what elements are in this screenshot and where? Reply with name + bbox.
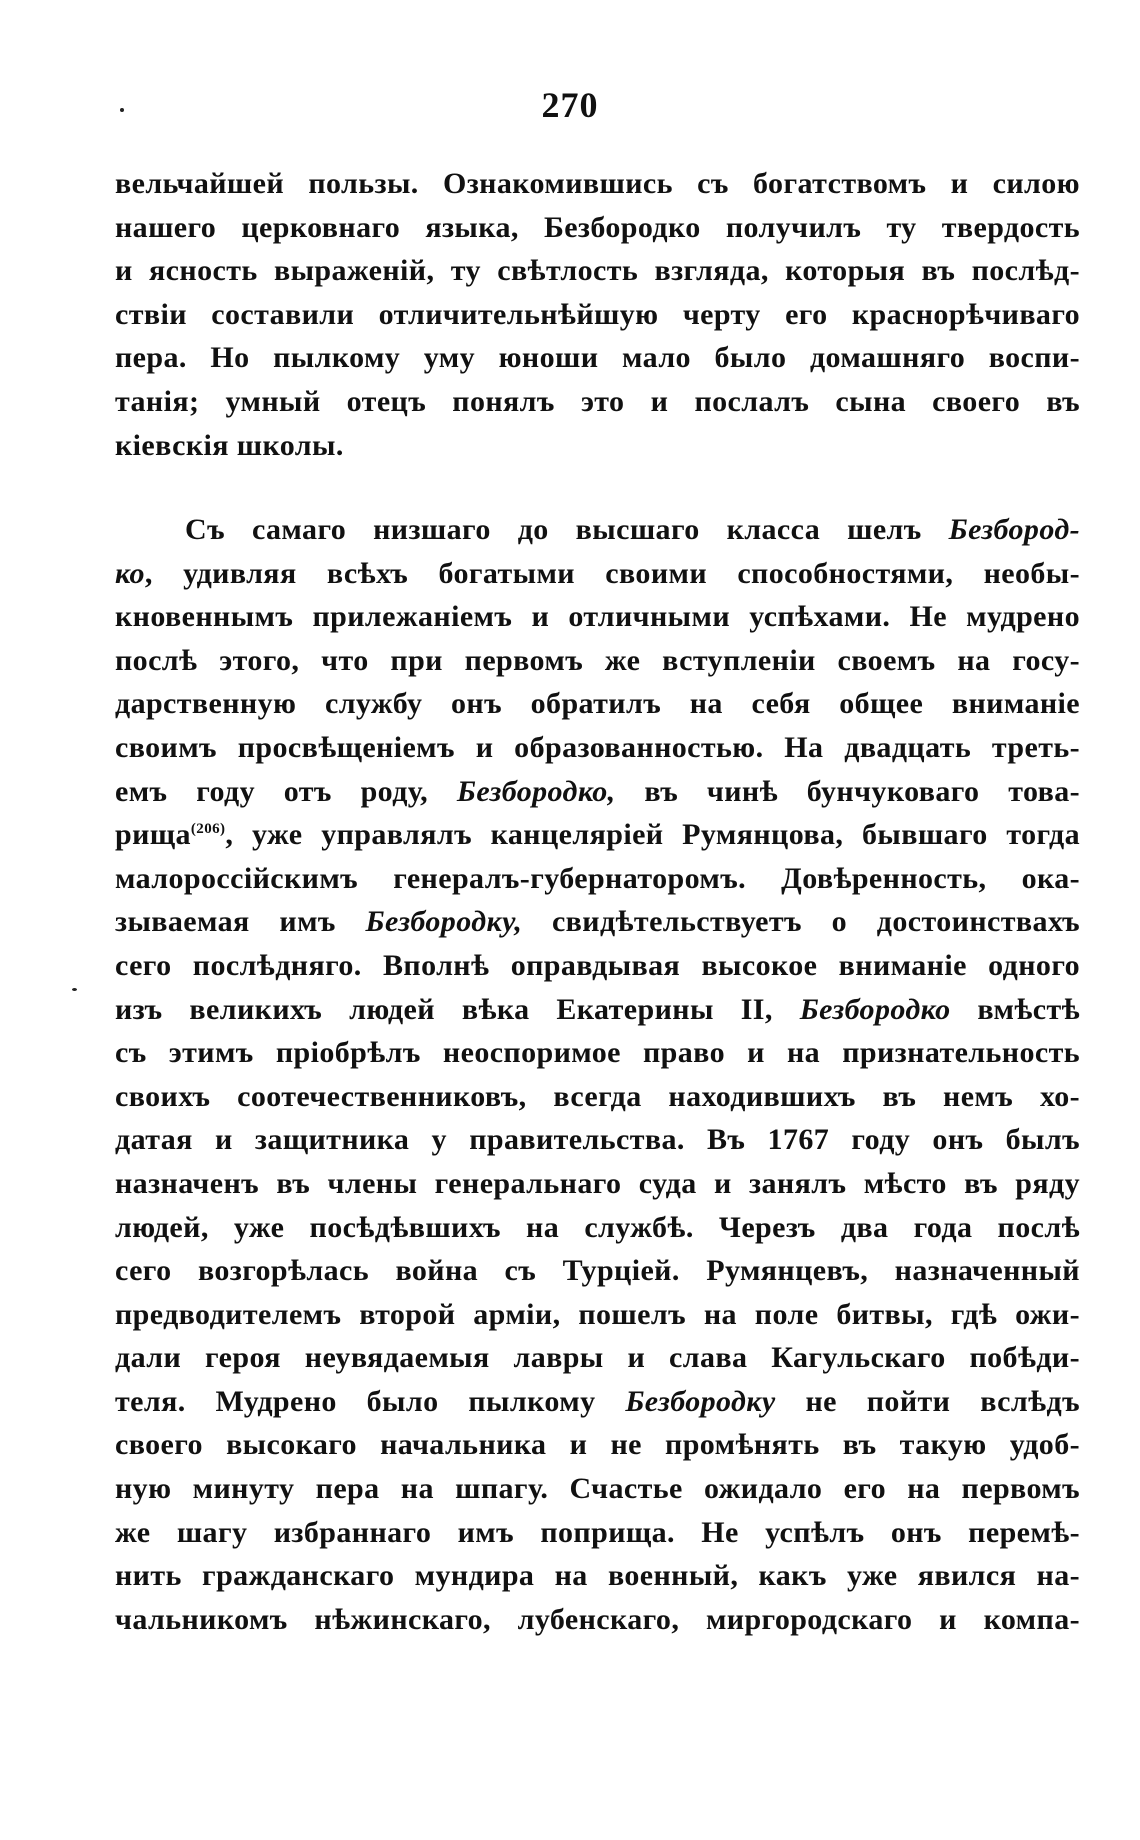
text-line: же шагу избраннаго имъ поприща. Не успѣлъ онъ перемѣ-: [115, 1515, 1080, 1549]
italic-name: Безбородку,: [365, 905, 523, 939]
text-line: ствіи составили отличительнѣйшую черту его краснорѣчиваго: [115, 297, 1080, 331]
text-line: своего высокаго начальника и не промѣнять въ такую удоб-: [115, 1428, 1080, 1462]
text-line: [115, 988, 1080, 1032]
text-line: и ясность выраженій, ту свѣтлость взгляда, которыя въ послѣд-: [115, 254, 1080, 288]
footnote-marker[interactable]: (206): [190, 821, 226, 838]
italic-name: Безбород-: [948, 513, 1080, 546]
text-line: [115, 552, 1080, 596]
text-run: свидѣтельствуетъ о достоинствахъ: [522, 905, 1080, 939]
print-speck: [72, 988, 77, 991]
text-line: своихъ соотечественниковъ, всегда находившихъ въ немъ хо-: [115, 1079, 1080, 1113]
text-line: чальникомъ нѣжинскаго, лубенскаго, миргородскаго и компа-: [115, 1602, 1080, 1636]
italic-name: Безбородко,: [456, 774, 616, 808]
paragraph-2: [115, 508, 1080, 1641]
text-run: теля. Мудрено было пылкому: [115, 1384, 626, 1418]
text-line: [115, 900, 1080, 944]
text-line: пера. Но пылкому уму юноши мало было домашняго воспи-: [115, 341, 1080, 375]
text-run: зываемая имъ: [115, 905, 366, 939]
text-line: своимъ просвѣщеніемъ и образованностью. На двадцать треть-: [115, 730, 1080, 764]
text-run: изъ великихъ людей вѣка Екатерины II,: [115, 992, 800, 1026]
text-run: не пойти вслѣдъ: [775, 1384, 1080, 1418]
text-line: людей, уже посѣдѣвшихъ на службѣ. Черезъ два года послѣ: [115, 1210, 1080, 1244]
text-line: [115, 508, 1080, 552]
text-line: [115, 1380, 1080, 1424]
text-line: кновеннымъ прилежаніемъ и отличными успѣхами. Не мудрено: [115, 600, 1080, 634]
text-line: нить гражданскаго мундира на военный, какъ уже явился на-: [115, 1559, 1080, 1593]
text-line: кіевскія школы.: [115, 428, 344, 462]
text-line: ную минуту пера на шпагу. Счастье ожидало его на первомъ: [115, 1472, 1080, 1506]
italic-name: Безбородку: [625, 1384, 776, 1418]
text-line: нашего церковнаго языка, Безбородко получилъ ту твердость: [115, 210, 1080, 244]
text-line: назначенъ въ члены генеральнаго суда и занялъ мѣсто въ ряду: [115, 1166, 1080, 1200]
text-line: предводителемъ второй арміи, пошелъ на поле битвы, гдѣ ожи-: [115, 1297, 1080, 1331]
italic-name: Безбородко: [799, 992, 951, 1026]
text-line: дарственную службу онъ обратилъ на себя общее вниманіе: [115, 687, 1080, 721]
text-run: Съ самаго низшаго до высшаго класса шелъ: [185, 513, 949, 546]
text-line: сего возгорѣлась война съ Турціей. Румянцевъ, назначенный: [115, 1254, 1080, 1288]
text-run: , уже управлялъ канцеляріей Румянцова, бывшаго тогда: [225, 818, 1080, 852]
page-number: 270: [541, 85, 599, 125]
italic-name: ко: [115, 556, 145, 590]
text-run: , удивляя всѣхъ богатыми своими способностями, необы-: [144, 556, 1080, 590]
text-line: танія; умный отецъ понялъ это и послалъ сына своего въ: [115, 384, 1080, 418]
text-run: вмѣстѣ: [950, 992, 1080, 1026]
text-line: сего послѣдняго. Вполнѣ оправдывая высокое вниманіе одного: [115, 948, 1080, 982]
text-line: малороссійскимъ генералъ-губернаторомъ. Довѣренность, ока-: [115, 861, 1080, 895]
text-run: емъ году отъ роду,: [115, 774, 457, 808]
text-line: съ этимъ пріобрѣлъ неоспоримое право и на признательность: [115, 1036, 1080, 1070]
text-line: [115, 770, 1080, 814]
text-line: дали героя неувядаемыя лавры и слава Кагульскаго побѣди-: [115, 1341, 1080, 1375]
text-line: послѣ этого, что при первомъ же вступленіи своемъ на госу-: [115, 643, 1080, 677]
text-line: датая и защитника у правительства. Въ 1767 году онъ былъ: [115, 1123, 1080, 1157]
text-line: [115, 813, 1080, 857]
text-run: въ чинѣ бунчуковаго това-: [615, 774, 1081, 808]
paragraph-1: [115, 162, 1080, 467]
print-speck: [120, 108, 124, 112]
text-run: рища: [115, 818, 191, 852]
text-line: вельчайшей пользы. Ознакомившись съ богатствомъ и силою: [115, 167, 1080, 200]
